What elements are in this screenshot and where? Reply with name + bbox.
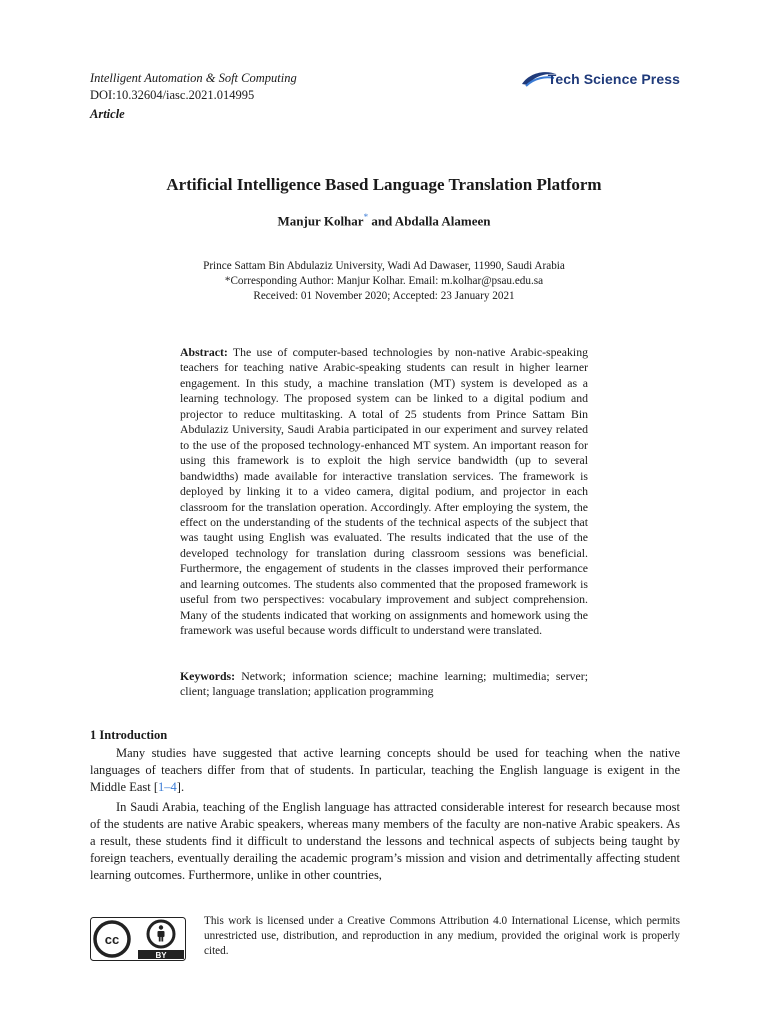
license-text: This work is licensed under a Creative Commons Attribution 4.0 International License, which permits unrestricted use, distribution, and reproduction in any medium, provided the original work is properly cited. [204, 915, 680, 957]
publisher-name: Tech Science Press [547, 71, 680, 87]
paragraph: Many studies have suggested that active learning concepts should be used for teaching when the native languages of teachers differ from that of students. In particular, teaching the English language is exigent in the Middle East [1–4]. [90, 746, 680, 794]
article-type: Article [90, 107, 125, 121]
corresponding-mark[interactable]: * [363, 212, 369, 222]
keywords-label: Keywords: [180, 669, 236, 683]
author-name: and Abdalla Alameen [368, 213, 491, 229]
abstract-text: The use of computer-based technologies by non-native Arabic-speaking teachers for teaching native Arabic-speaking students can result in higher learner engagement. In this study, a machine translation (MT) system is developed as a learning technology. The proposed system can be linked to a digital podium and projector to reduce multitasking. A total of 25 students from Prince Sattam Bin Abdulaziz University, Saudi Arabia participated in our experiment and survey related to the use of the proposed technology-enhanced MT system. An important reason for using this framework is to exploit the high service bandwidth (up to several bandwidths) made available for interactive translation services. The framework is deployed by linking it to a video camera, digital podium, and projector in each classroom for the translation operation. Accordingly. After employing the system, the effect on the understanding of the students of the technical aspects of the subject that was taught using English was evaluated. The results indicated that the use of the developed technology for translation during classroom sessions was beneficial. Furthermore, the engagement of students in the classes improved their performance and learning outcomes. The students also commented that the proposed framework is useful from two perspectives: vocabulary improvement and subject comprehension. Many of the students indicated that working on assignments and homework using the framework was useful because words difficult to understand were translated. [180, 345, 588, 638]
dates: Received: 01 November 2020; Accepted: 23 January 2021 [253, 289, 515, 302]
journal-name: Intelligent Automation & Soft Computing [90, 71, 297, 85]
corresponding-author: *Corresponding Author: Manjur Kolhar. Email: m.kolhar@psau.edu.sa [224, 274, 544, 287]
author-list [0, 212, 768, 229]
author-name: Manjur Kolhar [277, 213, 364, 229]
keywords-text: Network; information science; machine learning; multimedia; server; client; language translation; application programming [180, 669, 588, 699]
publisher-logo[interactable] [520, 70, 680, 88]
affiliation: Prince Sattam Bin Abdulaziz University, Wadi Ad Dawaser, 11990, Saudi Arabia [203, 260, 565, 272]
affiliation-block [0, 259, 768, 303]
cc-by-badge-icon[interactable] [90, 917, 186, 961]
abstract-label: Abstract: [180, 345, 228, 359]
badge-label: BY [155, 951, 167, 960]
svg-text:cc: cc [104, 932, 120, 947]
license-footer [90, 914, 680, 964]
keywords [180, 669, 588, 700]
citation-link[interactable]: 1–4 [158, 780, 177, 794]
paragraph: In Saudi Arabia, teaching of the English language has attracted considerable interest for research because most of the students are native Arabic speakers, whereas many members of the faculty are non-native Arabic speakers. As a result, these students find it difficult to understand the lessons and technical aspects of subjects being taught by foreign teachers, eventually derailing the academic program’s mission and vision and detrimentally affecting student learning outcomes. Furthermore, unlike in other countries, [90, 800, 680, 882]
doi[interactable]: DOI:10.32604/iasc.2021.014995 [90, 88, 255, 102]
journal-header [90, 70, 680, 130]
abstract [180, 345, 588, 639]
paper-title: Artificial Intelligence Based Language Translation Platform [166, 175, 602, 194]
section-heading: 1 Introduction [90, 728, 168, 742]
introduction-section [90, 727, 680, 887]
